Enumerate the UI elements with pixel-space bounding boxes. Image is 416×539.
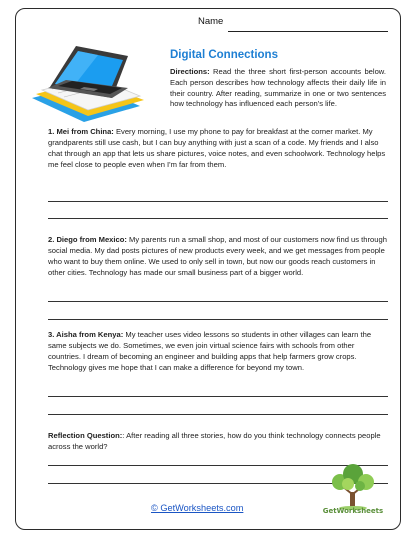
- name-field-line[interactable]: [228, 31, 388, 32]
- story-1-text: Every morning, I use my phone to pay for breakfast at the corner market. My grandparents still use cash, but I can buy anything with just a scan of a code. My friends and I also chat through an app that lets us share pictures, voice notes, and even schoolwork. Technology helps me feel close to people even when I'm far from them.: [48, 127, 386, 170]
- answer-line[interactable]: [48, 301, 388, 302]
- reflection-text: : After reading all three stories, how do you think technology connects people across the world?: [48, 431, 381, 452]
- story-2-text: My parents run a small shop, and most of our customers now find us through social media. My dad posts pictures of new products every week, and we get messages from people who want to buy them online. We used to only sell in town, but now our goods reach customers in other cities. Technology has made our small business part of a bigger world.: [48, 235, 387, 278]
- answer-line[interactable]: [48, 396, 388, 397]
- logo-text: GetWorksheets: [322, 507, 384, 515]
- story-1: [48, 126, 388, 170]
- story-3-heading: 3. Aisha from Kenya:: [48, 330, 124, 339]
- page-title: Digital Connections: [170, 49, 278, 61]
- story-2-heading: 2. Diego from Mexico:: [48, 235, 127, 244]
- answer-line[interactable]: [48, 414, 388, 415]
- answer-line[interactable]: [48, 218, 388, 219]
- name-label: Name: [198, 16, 224, 27]
- story-3-text: My teacher uses video lessons so students in other villages can learn the same subjects we do. Sometimes, we even join virtual science fairs with schools from other countries. I dream of becoming an engineer and building apps that help farmers grow crops. Technology gives me hope that I can make a difference for beyond my town.: [48, 330, 372, 373]
- laptop-illustration: [28, 40, 150, 122]
- directions-body: Read the three short first-person accounts below. Each person describes how technology affects their daily life in their country. After reading, summarize in one or two sentences how technology has influenced each person's life.: [170, 67, 386, 109]
- copyright-link[interactable]: © GetWorksheets.com: [151, 503, 244, 513]
- answer-line[interactable]: [48, 319, 388, 320]
- answer-line[interactable]: [48, 201, 388, 202]
- reflection-heading: Reflection Question:: [48, 431, 123, 440]
- story-2: [48, 234, 388, 278]
- directions-text: [170, 67, 386, 110]
- directions-label: Directions:: [170, 67, 210, 76]
- reflection-question: [48, 430, 388, 452]
- story-1-heading: 1. Mei from China:: [48, 127, 114, 136]
- story-3: [48, 329, 388, 373]
